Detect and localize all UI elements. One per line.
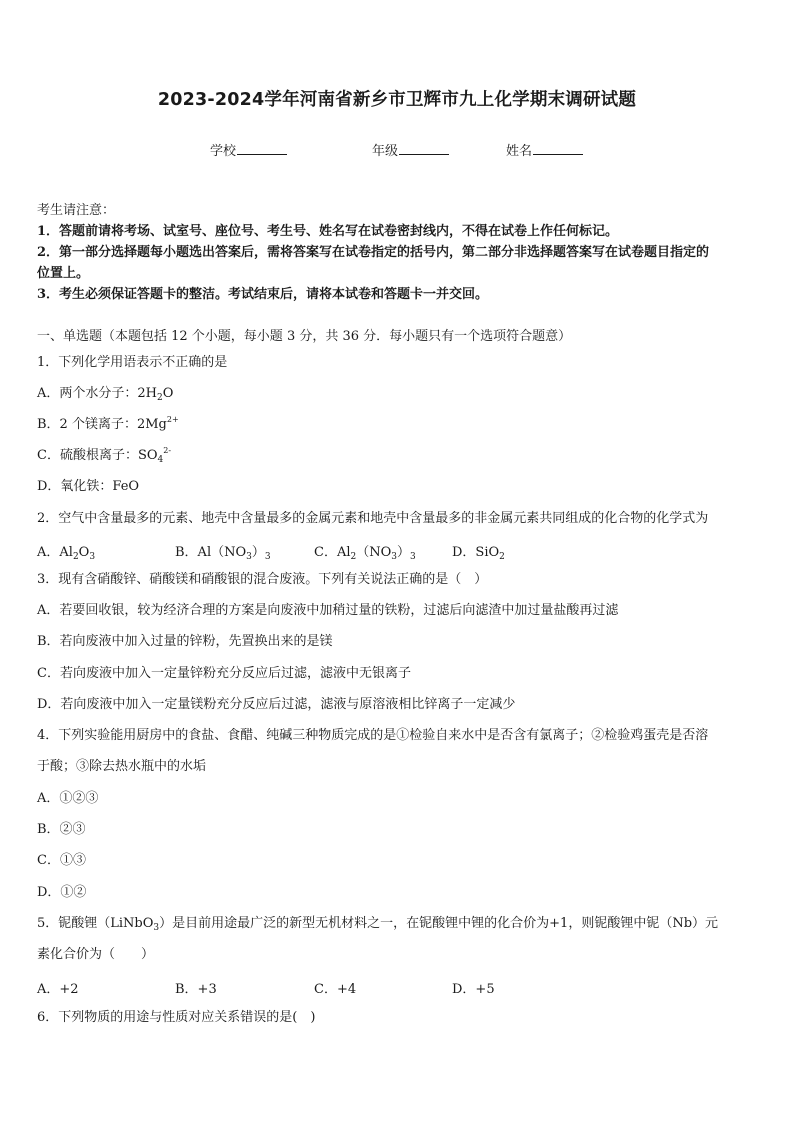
notice-item-3: 3．考生必须保证答题卡的整洁。考试结束后，请将本试卷和答题卡一并交回。 (37, 287, 489, 302)
question-1-option-a: A．两个水分子：$2H_2O$ (37, 386, 174, 403)
question-3-option-a: A．若要回收银，较为经济合理的方案是向废液中加稍过量的铁粉，过滤后向滤渣中加过量盐酸再过滤 (37, 603, 619, 618)
question-4-option-a: A．①②③ (37, 791, 99, 806)
school-blank (237, 142, 287, 155)
question-1-option-d: D．氧化铁：FeO (37, 479, 140, 494)
question-1-option-b: B．2 个镁离子：$2Mg^{2+}$ (37, 415, 179, 432)
name-blank (533, 142, 583, 155)
school-label: 学校 (210, 144, 237, 159)
question-2-option-b: B．$Al(NO_3)_3$ (175, 545, 271, 562)
notice-item-1: 1．答题前请将考场、试室号、座位号、考生号、姓名写在试卷密封线内，不得在试卷上作任何标记。 (37, 224, 619, 239)
question-3-stem: 3．现有含硝酸锌、硝酸镁和硝酸银的混合废液。下列有关说法正确的是（ ） (37, 572, 488, 587)
page-title: 2023-2024学年河南省新乡市卫辉市九上化学期末调研试题 (157, 90, 637, 110)
name-label: 姓名 (506, 144, 533, 159)
grade-field (372, 140, 449, 159)
question-4-option-c: C．①③ (37, 853, 86, 868)
question-2-stem: 2．空气中含量最多的元素、地壳中含量最多的金属元素和地壳中含量最多的非金属元素共同组成的化合物的化学式为 (37, 511, 709, 526)
section-heading: 一、单选题（本题包括 12 个小题，每小题 3 分，共 36 分．每小题只有一个选项符合题意） (37, 329, 572, 344)
notice-item-2-cont: 位置上。 (37, 266, 90, 281)
question-5-option-d: D．+5 (452, 982, 495, 997)
notice-item-2: 2．第一部分选择题每小题选出答案后，需将答案写在试卷指定的括号内，第二部分非选择题答案写在试卷题目指定的 (37, 245, 710, 260)
question-5-option-b: B．+3 (175, 982, 217, 997)
question-5-option-c: C．+4 (314, 982, 357, 997)
notice-heading: 考生请注意： (37, 203, 116, 218)
question-4-option-b: B．②③ (37, 822, 86, 837)
question-3-option-b: B．若向废液中加入过量的锌粉，先置换出来的是镁 (37, 634, 333, 649)
name-field (506, 140, 583, 159)
question-4-option-d: D．①② (37, 885, 87, 900)
question-2-option-d: D．SiO$_2$ (452, 545, 505, 562)
grade-label: 年级 (372, 144, 399, 159)
question-5-option-a: A．+2 (37, 982, 79, 997)
question-2-option-a: A．$Al_2O_3$ (37, 545, 96, 562)
question-4-stem-cont: 于酸；③除去热水瓶中的水垢 (37, 759, 207, 774)
question-5-stem: 5．铌酸锂（LiNbO$_3$）是目前用途最广泛的新型无机材料之一，在铌酸锂中锂的化合价为+1，则铌酸锂中铌（Nb）元 (37, 916, 719, 933)
question-4-stem: 4．下列实验能用厨房中的食盐、食醋、纯碱三种物质完成的是①检验自来水中是否含有氯离子；②检验鸡蛋壳是否溶 (37, 728, 709, 743)
grade-blank (399, 142, 449, 155)
school-field (210, 140, 287, 159)
question-3-option-d: D．若向废液中加入一定量镁粉充分反应后过滤，滤液与原溶液相比锌离子一定减少 (37, 697, 516, 712)
question-5-stem-cont: 素化合价为（ ） (37, 947, 155, 962)
question-1-option-c: C．硫酸根离子：$SO_4^{2-}$ (37, 446, 172, 465)
question-3-option-c: C．若向废液中加入一定量锌粉充分反应后过滤，滤液中无银离子 (37, 666, 411, 681)
question-2-option-c: C．$Al_2(NO_3)_3$ (314, 545, 416, 562)
question-1-stem: 1．下列化学用语表示不正确的是 (37, 355, 228, 370)
question-6-stem: 6．下列物质的用途与性质对应关系错误的是( ) (37, 1010, 316, 1025)
